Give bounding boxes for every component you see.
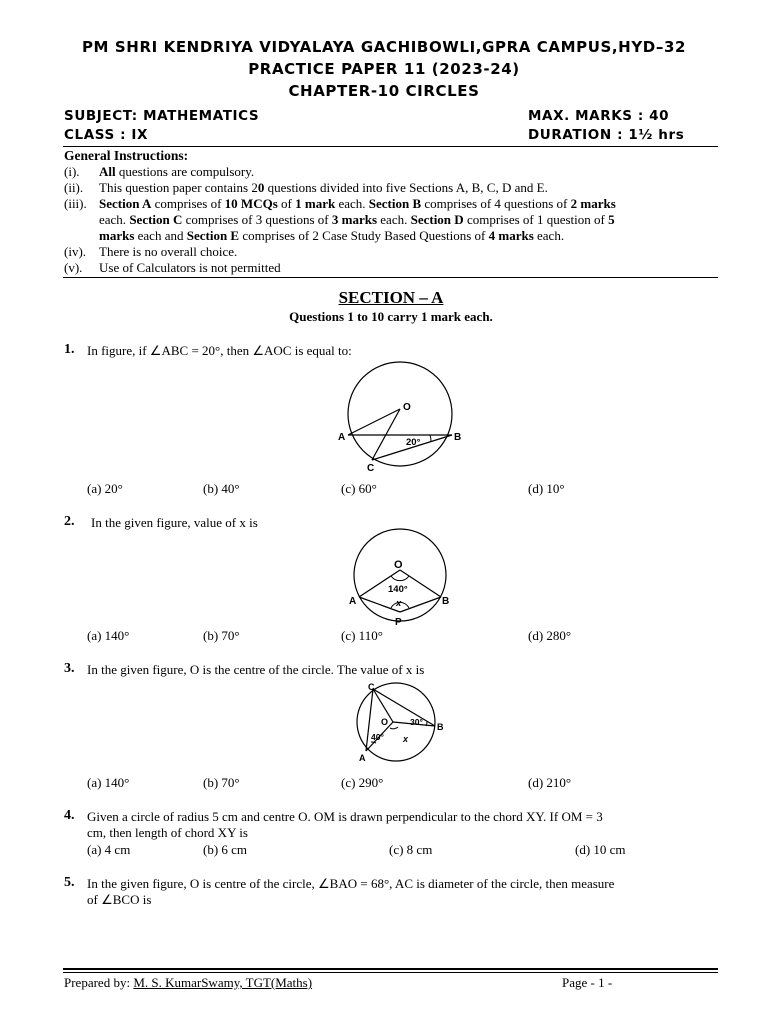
option-a: (a) 140°: [87, 628, 130, 643]
label-angle: 20°: [406, 437, 421, 448]
instruction-2: This question paper contains 20 questions divided into five Sections A, B, C, D and E.: [99, 180, 548, 195]
label-o: O: [381, 717, 389, 727]
instruction-5: Use of Calculators is not permitted: [99, 260, 281, 275]
divider-instructions: [63, 277, 718, 278]
instruction-num: (ii).: [64, 180, 84, 195]
label-angle1: 30°: [410, 717, 423, 727]
option-c: (c) 110°: [341, 628, 383, 643]
circle-outline: [348, 362, 452, 466]
angle-arc-o: [391, 576, 409, 581]
label-angle2: 40°: [371, 732, 384, 742]
footer-rule-thin: [63, 972, 718, 973]
option-b: (b) 70°: [203, 775, 240, 790]
label-x: x: [403, 734, 409, 744]
option-a: (a) 140°: [87, 775, 130, 790]
label-angle: 140°: [388, 584, 408, 595]
option-d: (d) 280°: [528, 628, 572, 643]
question-number: 1.: [64, 342, 75, 357]
question-number: 5.: [64, 875, 75, 890]
max-marks: MAX. MARKS : 40: [528, 108, 670, 124]
subject-label: SUBJECT: MATHEMATICS: [64, 108, 260, 124]
label-x: x: [396, 598, 402, 609]
option-c: (c) 290°: [341, 775, 384, 790]
question-text-line2: of ∠BCO is: [87, 892, 152, 907]
label-a: A: [338, 432, 346, 443]
question-number: 3.: [64, 661, 75, 676]
paper-title: PRACTICE PAPER 11 (2023-24): [248, 60, 520, 78]
option-b: (b) 6 cm: [203, 842, 248, 857]
q1-circle-figure: [330, 360, 470, 475]
footer-prepared: Prepared by: M. S. KumarSwamy, TGT(Maths): [64, 975, 313, 990]
question-text: In the given figure, O is the centre of the circle. The value of x is: [87, 662, 425, 677]
label-o: O: [394, 559, 403, 571]
instruction-1: All questions are compulsory.: [99, 164, 255, 179]
q3-circle-figure: [346, 680, 456, 765]
option-d: (d) 10 cm: [575, 842, 626, 857]
option-b: (b) 70°: [203, 628, 240, 643]
question-text-line2: cm, then length of chord XY is: [87, 825, 248, 840]
option-a: (a) 20°: [87, 481, 123, 496]
option-d: (d) 210°: [528, 775, 572, 790]
question-text: In the given figure, O is centre of the circle, ∠BAO = 68°, AC is diameter of the circle, then measure: [87, 876, 615, 891]
question-number: 4.: [64, 808, 75, 823]
label-a: A: [349, 596, 357, 607]
option-c: (c) 60°: [341, 481, 377, 496]
label-o: O: [403, 402, 411, 413]
instruction-num: (iii).: [64, 196, 87, 211]
option-a: (a) 4 cm: [87, 842, 131, 857]
question-text: Given a circle of radius 5 cm and centre O. OM is drawn perpendicular to the chord XY. If OM = 3: [87, 809, 603, 824]
question-text: In the given figure, value of x is: [91, 515, 258, 530]
footer-rule-thick: [63, 968, 718, 970]
instruction-3-line3: marks each and Section E comprises of 2 Case Study Based Questions of 4 marks each.: [99, 228, 565, 243]
instruction-3: Section A comprises of 10 MCQs of 1 mark each. Section B comprises of 4 questions of 2 marks: [99, 196, 616, 211]
section-subtitle: Questions 1 to 10 carry 1 mark each.: [289, 309, 493, 324]
instruction-num: (i).: [64, 164, 80, 179]
angle-arc-b: [426, 721, 427, 726]
question-number: 2.: [64, 514, 75, 529]
class-label: CLASS : IX: [64, 127, 149, 143]
instruction-4: There is no overall choice.: [99, 244, 238, 259]
option-b: (b) 40°: [203, 481, 240, 496]
footer-page-number: Page - 1 -: [562, 975, 613, 990]
label-p: P: [395, 617, 402, 628]
angle-arc-o: [390, 727, 398, 729]
divider-top: [63, 146, 718, 147]
instruction-3-line2: each. Section C comprises of 3 questions of 3 marks each. Section D comprises of 1 question of 5: [99, 212, 615, 227]
section-title: SECTION – A: [338, 288, 444, 307]
label-b: B: [442, 596, 450, 607]
option-c: (c) 8 cm: [389, 842, 433, 857]
label-c: C: [367, 463, 375, 474]
school-name: PM SHRI KENDRIYA VIDYALAYA GACHIBOWLI,GPRA CAMPUS,HYD–32: [81, 38, 687, 56]
instruction-num: (iv).: [64, 244, 87, 259]
label-c: C: [368, 682, 375, 692]
duration: DURATION : 1½ hrs: [528, 127, 685, 143]
label-a: A: [359, 753, 366, 763]
chapter-title: CHAPTER-10 CIRCLES: [288, 82, 480, 100]
label-b: B: [437, 722, 444, 732]
option-d: (d) 10°: [528, 481, 565, 496]
question-text: In figure, if ∠ABC = 20°, then ∠AOC is equal to:: [87, 343, 352, 358]
label-b: B: [454, 432, 462, 443]
instruction-num: (v).: [64, 260, 83, 275]
instructions-title: General Instructions:: [64, 148, 189, 163]
q2-circle-figure: [340, 526, 460, 630]
angle-arc: [430, 435, 431, 442]
